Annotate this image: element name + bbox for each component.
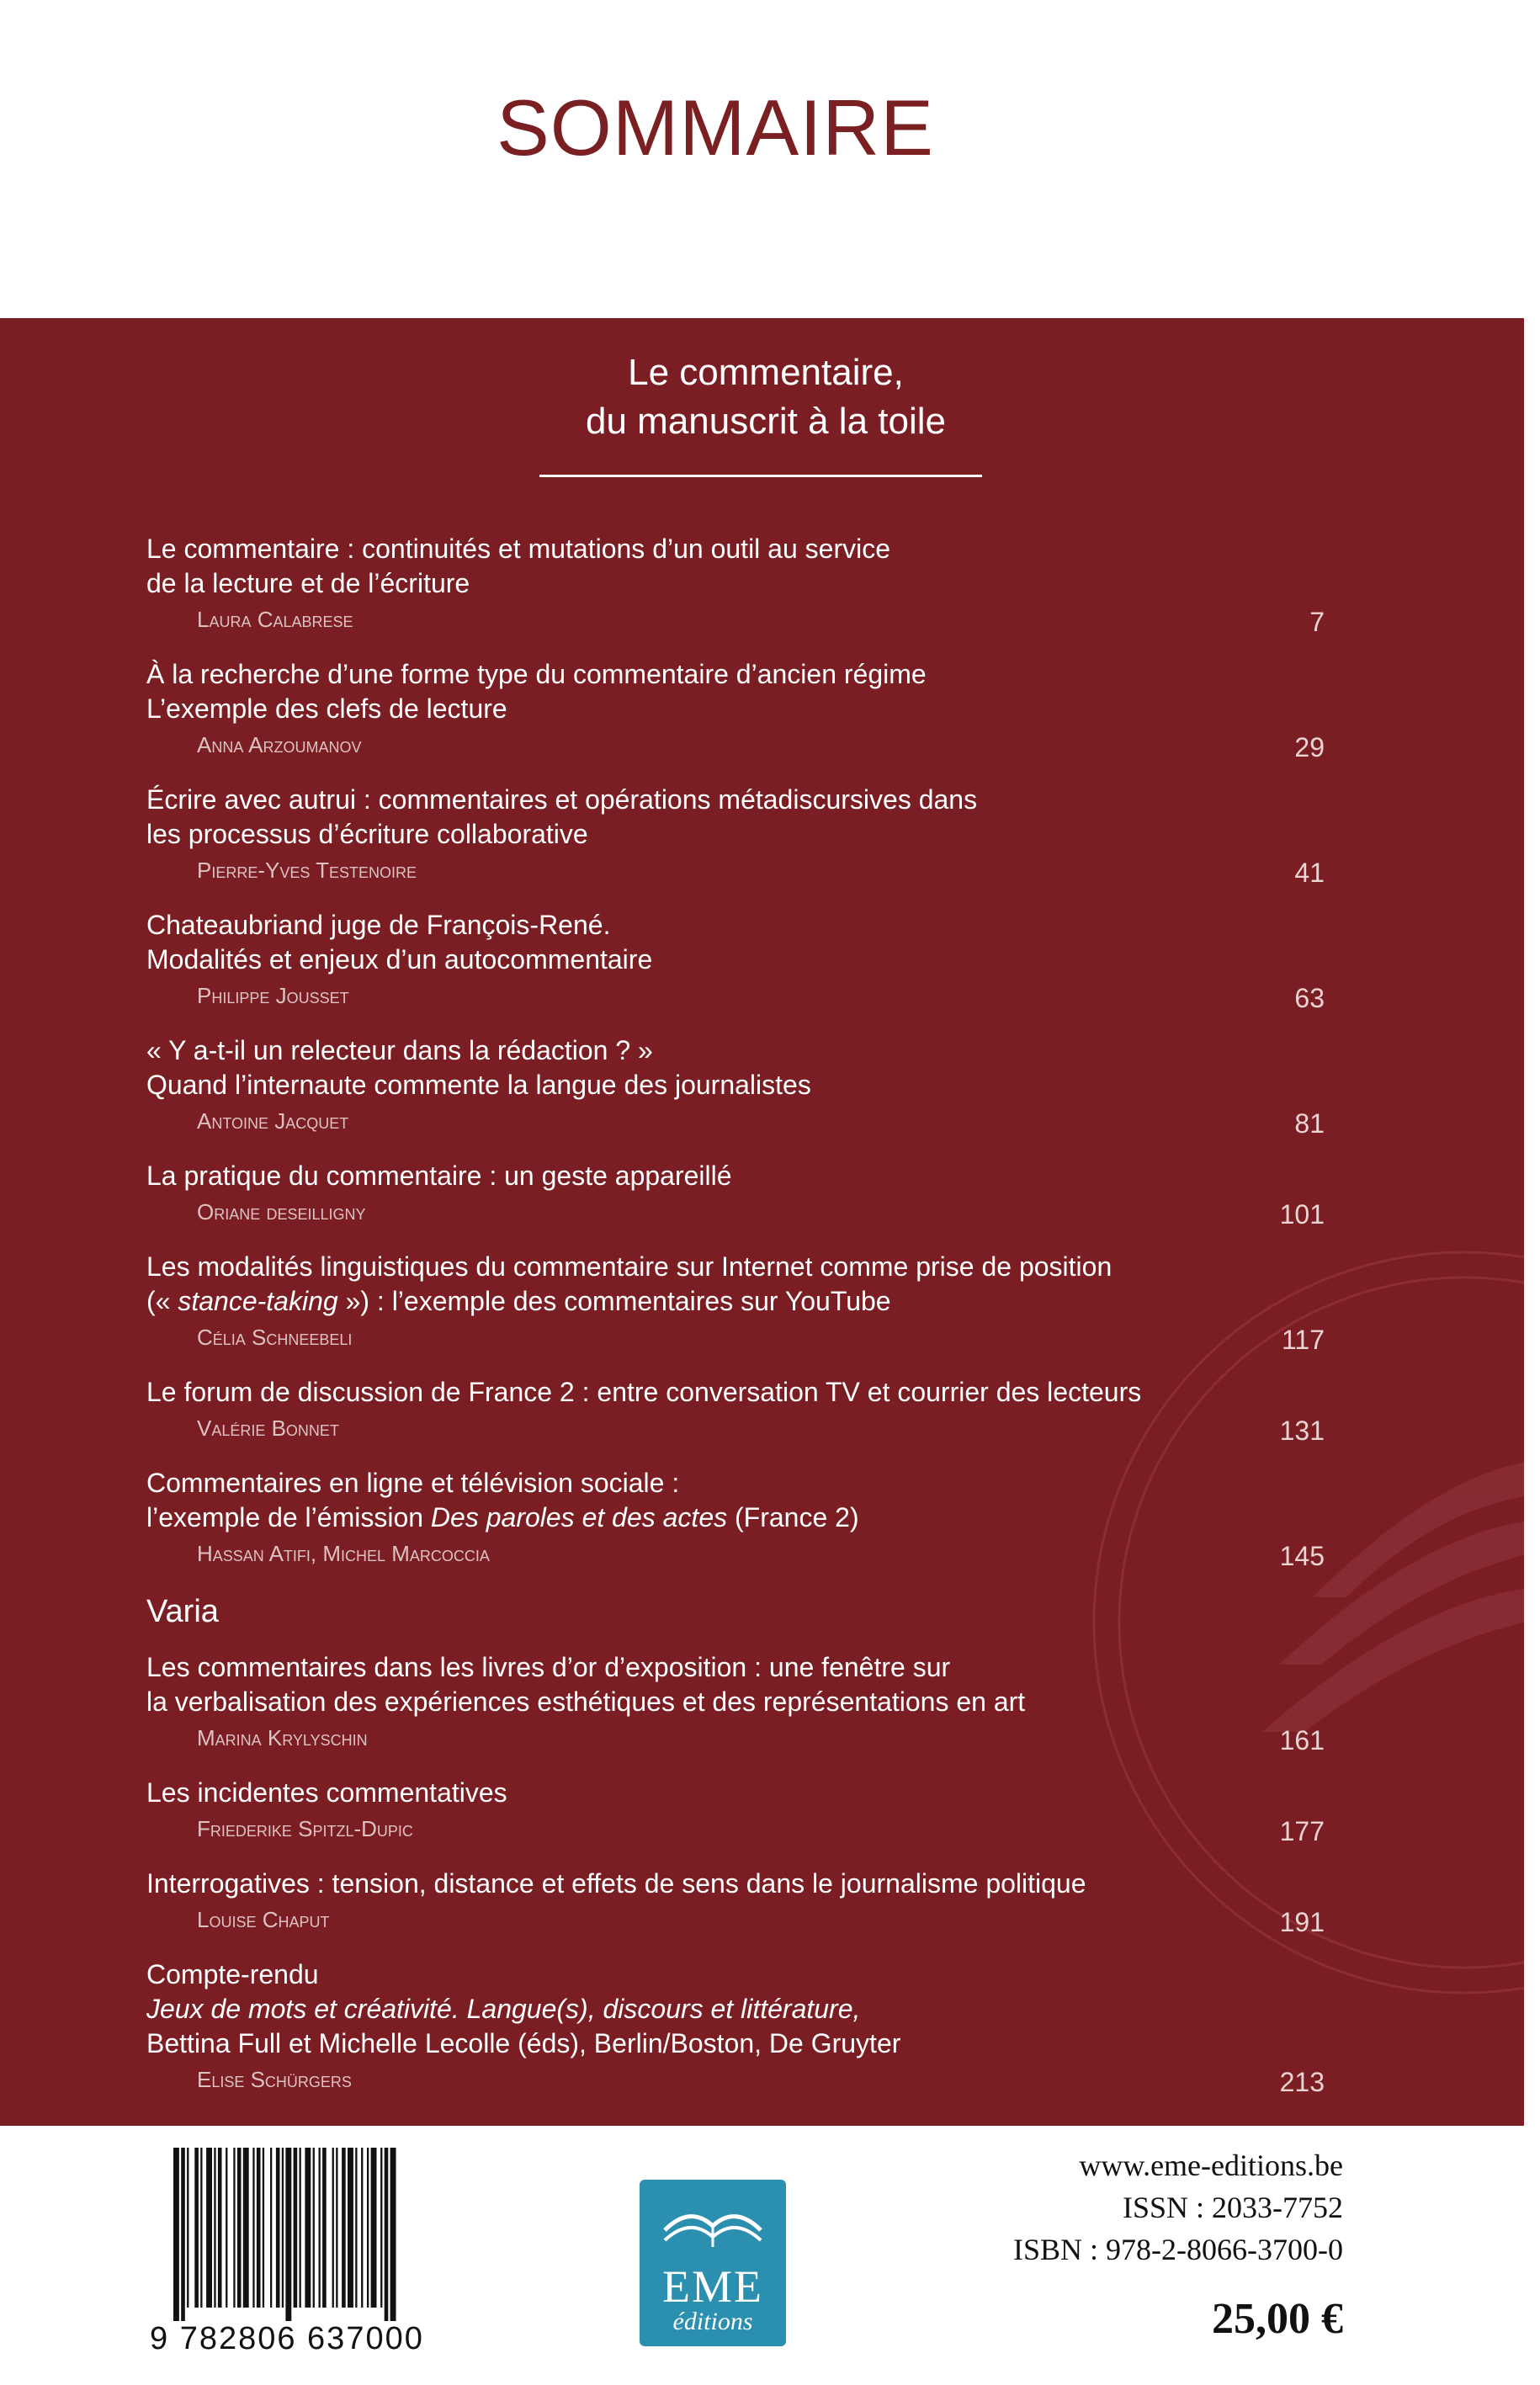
barcode-bar bbox=[214, 2148, 215, 2308]
page-number: 81 bbox=[1294, 1108, 1325, 1139]
barcode-bar bbox=[390, 2148, 396, 2321]
barcode-bar bbox=[218, 2148, 222, 2308]
toc-entry bbox=[146, 1033, 1325, 1139]
entry-title-line: Modalités et enjeux d’un autocommentaire bbox=[146, 944, 653, 975]
entry-author: Marina Krylyschin bbox=[197, 1725, 368, 1750]
page-number: 101 bbox=[1279, 1199, 1325, 1230]
entry-author: Pierre-Yves Testenoire bbox=[197, 858, 417, 883]
isbn: ISBN : 978-2-8066-3700-0 bbox=[1013, 2233, 1343, 2266]
barcode-bar bbox=[233, 2148, 235, 2308]
barcode-bar bbox=[332, 2148, 334, 2308]
page-number: 191 bbox=[1279, 1907, 1325, 1937]
barcode-bar bbox=[263, 2148, 264, 2308]
entry-title-line: La pratique du commentaire : un geste appareillé bbox=[146, 1161, 732, 1191]
barcode bbox=[173, 2148, 478, 2321]
entry-title-line: les processus d’écriture collaborative bbox=[146, 819, 588, 849]
page-number: 213 bbox=[1279, 2067, 1325, 2097]
toc-entry bbox=[146, 1466, 1325, 1571]
barcode-bar bbox=[294, 2148, 298, 2308]
toc-entry bbox=[146, 908, 1325, 1013]
barcode-bar bbox=[348, 2148, 353, 2308]
table-of-contents bbox=[146, 532, 1325, 2117]
barcode-bar bbox=[285, 2148, 291, 2321]
entry-author: Louise Chaput bbox=[197, 1907, 330, 1932]
entry-title-line: Les modalités linguistiques du commentaire sur Internet comme prise de position bbox=[146, 1251, 1113, 1282]
toc-entry bbox=[146, 1250, 1325, 1355]
review-book-details: Bettina Full et Michelle Lecolle (éds), Berlin/Boston, De Gruyter bbox=[146, 2028, 901, 2058]
page-number: 29 bbox=[1294, 732, 1325, 762]
barcode-bar bbox=[173, 2148, 179, 2321]
toc-entry bbox=[146, 783, 1325, 888]
website-link[interactable]: www.eme-editions.be bbox=[1079, 2149, 1343, 2182]
varia-heading: Varia bbox=[146, 1594, 219, 1629]
barcode-bar bbox=[313, 2148, 315, 2308]
barcode-bar bbox=[252, 2148, 254, 2308]
publisher-logo bbox=[640, 2180, 786, 2346]
entry-title-line: (« stance-taking ») : l’exemple des commentaires sur YouTube bbox=[146, 1286, 891, 1316]
entry-title-line: Le commentaire : continuités et mutations d’un outil au service bbox=[146, 534, 891, 564]
toc-entry bbox=[146, 532, 1325, 637]
barcode-bar bbox=[206, 2148, 212, 2308]
barcode-bar bbox=[257, 2148, 261, 2308]
entry-title-line: « Y a-t-il un relecteur dans la rédaction ? » bbox=[146, 1035, 653, 1065]
entry-title-line: Commentaires en ligne et télévision sociale : bbox=[146, 1468, 680, 1498]
issue-title-line: du manuscrit à la toile bbox=[586, 401, 946, 442]
review-book-title: Jeux de mots et créativité. Langue(s), discours et littérature, bbox=[146, 1994, 861, 2024]
barcode-bar bbox=[194, 2148, 199, 2308]
entry-title-line: Les incidentes commentatives bbox=[146, 1777, 507, 1808]
page-number: 145 bbox=[1279, 1541, 1325, 1571]
price: 25,00 € bbox=[1212, 2295, 1343, 2343]
page-number: 117 bbox=[1281, 1325, 1325, 1355]
entry-author: Antoine Jacquet bbox=[197, 1108, 349, 1134]
logo-text: EME bbox=[662, 2261, 763, 2312]
barcode-bar bbox=[342, 2148, 346, 2308]
entry-title-line: de la lecture et de l’écriture bbox=[146, 568, 470, 598]
barcode-bar bbox=[276, 2148, 280, 2308]
toc-entry bbox=[146, 657, 1325, 762]
entry-author: Laura Calabrese bbox=[197, 607, 353, 632]
barcode-bar bbox=[187, 2148, 189, 2308]
entry-author: Hassan Atifi, Michel Marcoccia bbox=[197, 1541, 490, 1566]
issn: ISSN : 2033-7752 bbox=[1122, 2191, 1343, 2224]
entry-title-line: Les commentaires dans les livres d’or d’exposition : une fenêtre sur bbox=[146, 1652, 951, 1682]
toc-entry bbox=[146, 1159, 1325, 1230]
issue-title-line: Le commentaire, bbox=[628, 352, 904, 393]
entry-author: Elise Schürgers bbox=[197, 2067, 352, 2092]
entry-author: Philippe Jousset bbox=[197, 983, 349, 1008]
toc-entry bbox=[146, 1650, 1325, 1756]
entry-title-line: l’exemple de l’émission Des paroles et des actes (France 2) bbox=[146, 1502, 859, 1532]
entry-title-line: À la recherche d’une forme type du commentaire d’ancien régime bbox=[146, 659, 927, 689]
barcode-bar bbox=[181, 2148, 185, 2321]
page-number: 177 bbox=[1279, 1816, 1325, 1846]
entry-title-line: Quand l’internaute commente la langue des journalistes bbox=[146, 1070, 811, 1100]
toc-entry bbox=[146, 1375, 1325, 1446]
barcode-bar bbox=[355, 2148, 357, 2308]
barcode-bar bbox=[361, 2148, 363, 2308]
entry-author: Valérie Bonnet bbox=[197, 1416, 339, 1441]
barcode-bar bbox=[237, 2148, 242, 2308]
back-cover-footer bbox=[0, 2126, 1540, 2385]
barcode-bar bbox=[282, 2148, 284, 2308]
page-number: 41 bbox=[1294, 858, 1325, 888]
entry-author: Anna Arzoumanov bbox=[197, 732, 362, 757]
entry-title-line: Chateaubriand juge de François-René. bbox=[146, 910, 611, 940]
page-number: 7 bbox=[1309, 607, 1325, 637]
page-number: 63 bbox=[1294, 983, 1325, 1013]
page-number: 161 bbox=[1279, 1725, 1325, 1756]
barcode-bar bbox=[200, 2148, 202, 2308]
barcode-bar bbox=[336, 2148, 337, 2308]
barcode-bar bbox=[270, 2148, 272, 2308]
entry-author: Oriane deseilligny bbox=[197, 1199, 366, 1224]
review-label: Compte-rendu bbox=[146, 1959, 319, 1989]
page-number: 131 bbox=[1279, 1416, 1325, 1446]
barcode-bar bbox=[243, 2148, 249, 2308]
entry-title-line: Interrogatives : tension, distance et effets de sens dans le journalisme politique bbox=[146, 1868, 1086, 1899]
barcode-digits: 9 782806 637000 bbox=[150, 2321, 424, 2356]
entry-title-line: la verbalisation des expériences esthétiques et des représentations en art bbox=[146, 1686, 1026, 1717]
barcode-bar bbox=[305, 2148, 311, 2308]
contents-panel bbox=[0, 318, 1524, 2126]
barcode-bar bbox=[371, 2148, 377, 2308]
issue-title bbox=[421, 348, 1111, 446]
toc-entry bbox=[146, 1867, 1325, 1937]
review-entry bbox=[146, 1957, 1325, 2097]
entry-title-line: Écrire avec autrui : commentaires et opérations métadiscursives dans bbox=[146, 784, 978, 815]
publication-info bbox=[926, 2144, 1343, 2271]
barcode-bar bbox=[385, 2148, 389, 2321]
barcode-bar bbox=[367, 2148, 369, 2308]
barcode-bar bbox=[380, 2148, 382, 2308]
page-title: SOMMAIRE bbox=[497, 83, 934, 172]
title-divider bbox=[539, 475, 982, 477]
toc-entry bbox=[146, 1776, 1325, 1846]
barcode-bar bbox=[319, 2148, 321, 2308]
barcode-bar bbox=[300, 2148, 301, 2308]
barcode-bar bbox=[226, 2148, 227, 2308]
entry-author: Célia Schneebeli bbox=[197, 1325, 353, 1350]
barcode-bar bbox=[322, 2148, 327, 2308]
logo-subtext: éditions bbox=[672, 2308, 753, 2335]
book-icon bbox=[640, 2180, 786, 2264]
entry-title-line: L’exemple des clefs de lecture bbox=[146, 693, 507, 724]
entry-author: Friederike Spitzl-Dupic bbox=[197, 1816, 413, 1841]
entry-title-line: Le forum de discussion de France 2 : entre conversation TV et courrier des lecteurs bbox=[146, 1377, 1142, 1407]
